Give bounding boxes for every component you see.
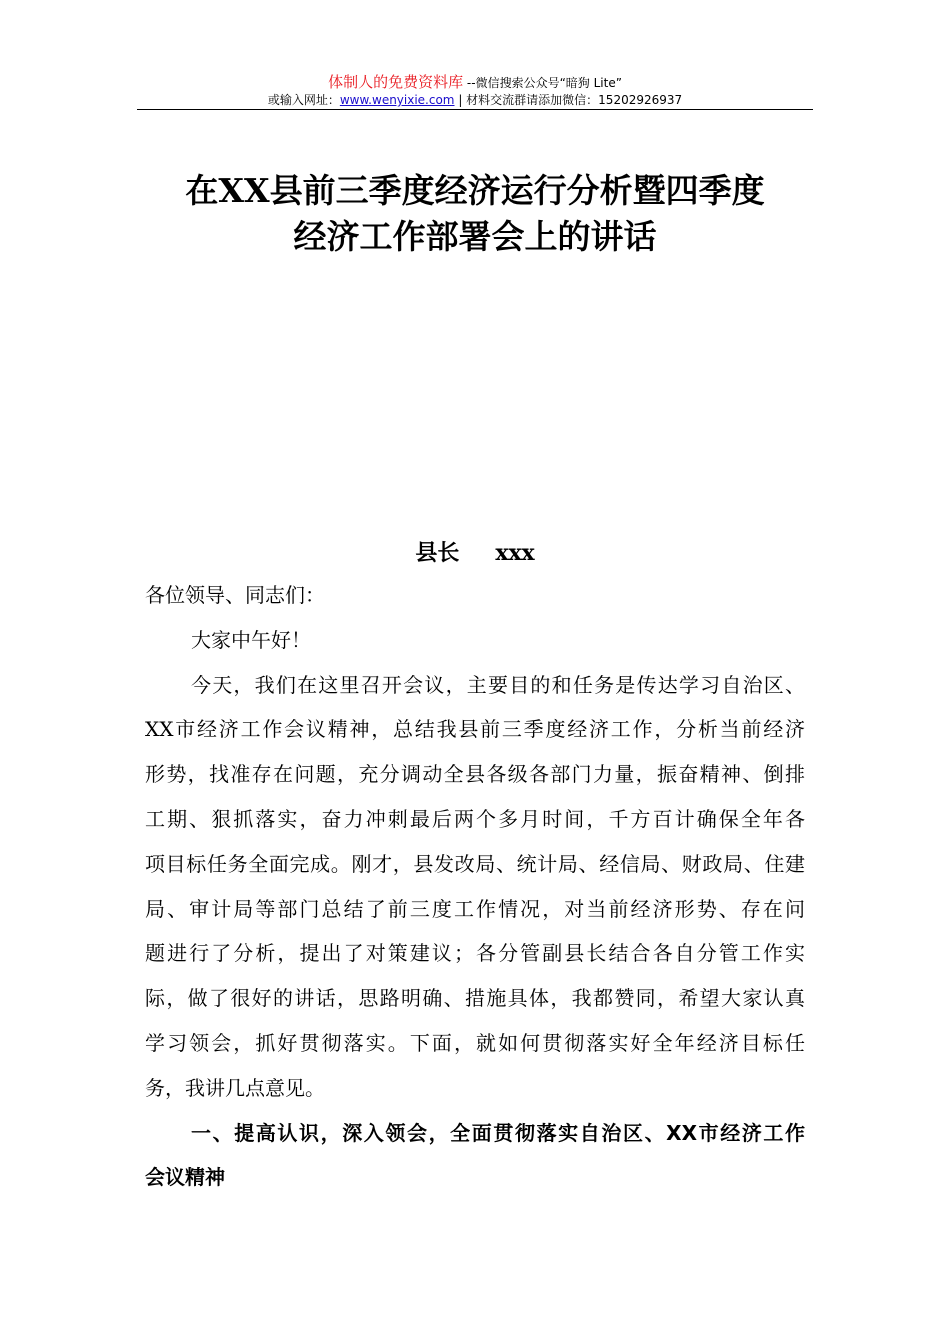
para-line: 题进行了分析，提出了对策建议；各分管副县长结合各自分管工作实 xyxy=(145,941,805,966)
para-line: 际，做了很好的讲话，思路明确、措施具体，我都赞同，希望大家认真 xyxy=(145,986,805,1011)
contact-text: | 材料交流群请添加微信：15202926937 xyxy=(454,93,683,107)
brand-text: 体制人的免费资料库 xyxy=(328,73,464,91)
para-line: 工期、狠抓落实，奋力冲刺最后两个多月时间，千方百计确保全年各 xyxy=(145,806,805,831)
document-body xyxy=(145,578,805,1205)
section-heading: 一、提高认识，深入领会，全面贯彻落实自治区、XX市经济工作 xyxy=(191,1120,805,1145)
website-link[interactable]: www.wenyixie.com xyxy=(339,93,455,107)
para-line: 务，我讲几点意见。 xyxy=(145,1075,325,1100)
section-heading: 会议精神 xyxy=(145,1165,225,1190)
para-line: 局、审计局等部门总结了前三度工作情况，对当前经济形势、存在问 xyxy=(145,896,805,921)
para-line: 形势，找准存在问题，充分调动全县各级各部门力量，振奋精神、倒排 xyxy=(145,762,805,787)
document-title xyxy=(0,168,950,260)
greeting: 大家中午好！ xyxy=(191,627,311,652)
author-role: 县长 xyxy=(415,540,460,566)
title-line: 经济工作部署会上的讲话 xyxy=(293,217,657,256)
author-line xyxy=(0,536,950,567)
para-line: 今天，我们在这里召开会议，主要目的和任务是传达学习自治区、 xyxy=(191,672,805,697)
author-name: xxx xyxy=(495,540,535,566)
para-line: 学习领会，抓好贯彻落实。下面，就如何贯彻落实好全年经济目标任 xyxy=(145,1030,805,1055)
para-line: 项目标任务全面完成。刚才，县发改局、统计局、经信局、财政局、住建 xyxy=(145,851,805,876)
tagline-text: --微信搜索公众号“暗狗 Lite” xyxy=(466,76,622,90)
salutation: 各位领导、同志们： xyxy=(145,583,325,607)
header-divider xyxy=(137,109,813,110)
url-prefix: 或输入网址： xyxy=(267,93,340,107)
para-line: XX市经济工作会议精神，总结我县前三季度经济工作，分析当前经济 xyxy=(145,717,805,742)
title-line: 在XX县前三季度经济运行分析暨四季度 xyxy=(185,171,765,210)
header-contact xyxy=(0,91,950,108)
header-banner xyxy=(0,71,950,92)
